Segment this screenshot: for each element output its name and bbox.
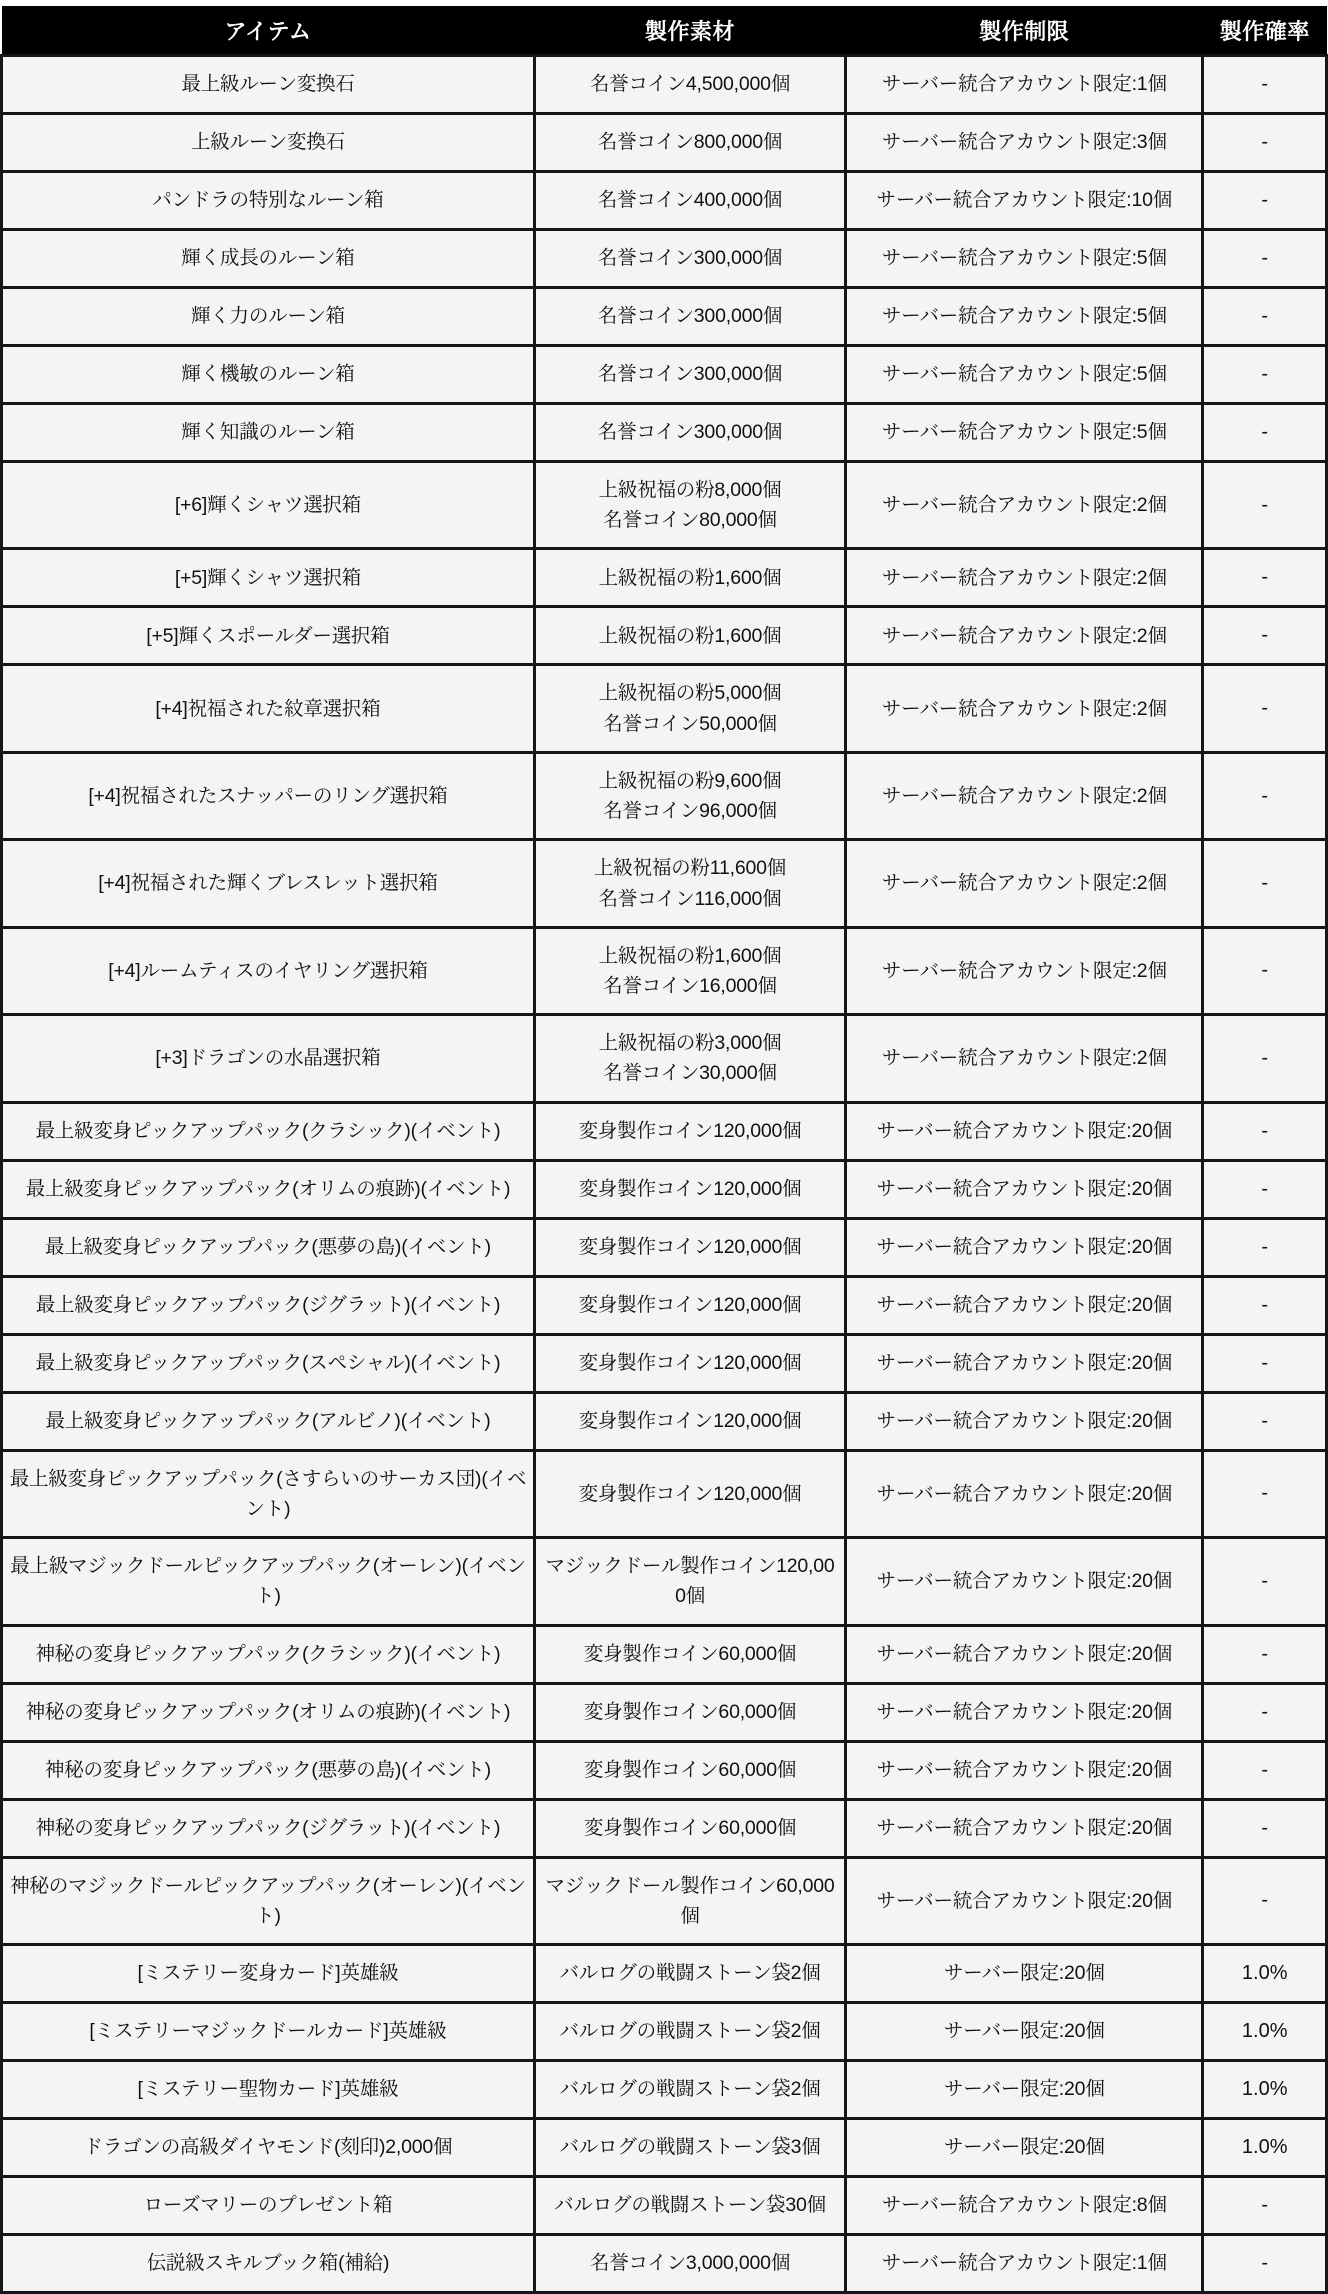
material-line: マジックドール製作コイン120,000個 — [545, 1555, 835, 1608]
cell-craft-rate: - — [1203, 404, 1327, 462]
cell-craft-limit: サーバー統合アカウント限定:20個 — [846, 1102, 1203, 1160]
cell-material — [534, 56, 845, 114]
cell-item-name: [+6]輝くシャツ選択箱 — [2, 462, 535, 549]
cell-material — [534, 2002, 845, 2060]
cell-material — [534, 1538, 845, 1625]
cell-material — [534, 288, 845, 346]
table-header — [2, 6, 1327, 56]
cell-item-name: [ミステリーマジックドールカード]英雄級 — [2, 2002, 535, 2060]
material-line: 名誉コイン800,000個 — [597, 131, 783, 154]
cell-item-name: 輝く力のルーン箱 — [2, 288, 535, 346]
cell-craft-limit: サーバー限定:20個 — [846, 2002, 1203, 2060]
cell-item-name: [+5]輝くスポールダー選択箱 — [2, 607, 535, 665]
cell-craft-rate: - — [1203, 1683, 1327, 1741]
table-row — [2, 840, 1327, 927]
table-row — [2, 1538, 1327, 1625]
cell-craft-limit: サーバー限定:20個 — [846, 2060, 1203, 2118]
cell-craft-rate: 1.0% — [1203, 2118, 1327, 2176]
cell-craft-rate: - — [1203, 1450, 1327, 1537]
material-line: 変身製作コイン120,000個 — [578, 1236, 802, 1259]
table-row — [2, 172, 1327, 230]
cell-item-name: 輝く知識のルーン箱 — [2, 404, 535, 462]
material-line: 変身製作コイン60,000個 — [583, 1816, 797, 1839]
table-body — [2, 56, 1327, 2293]
cell-craft-rate: - — [1203, 607, 1327, 665]
cell-craft-rate: - — [1203, 230, 1327, 288]
cell-item-name: 最上級変身ピックアップパック(悪夢の島)(イベント) — [2, 1218, 535, 1276]
cell-craft-limit: サーバー統合アカウント限定:3個 — [846, 114, 1203, 172]
cell-craft-limit: サーバー統合アカウント限定:2個 — [846, 549, 1203, 607]
column-header-limit: 製作制限 — [846, 6, 1203, 56]
material-line: 変身製作コイン120,000個 — [578, 1352, 802, 1375]
cell-item-name: [+4]ルームティスのイヤリング選択箱 — [2, 927, 535, 1014]
cell-craft-rate: - — [1203, 1334, 1327, 1392]
table-row — [2, 288, 1327, 346]
cell-material — [534, 172, 845, 230]
material-line: 上級祝福の粉9,600個 — [598, 769, 782, 792]
cell-item-name: 最上級変身ピックアップパック(クラシック)(イベント) — [2, 1102, 535, 1160]
crafting-table — [0, 6, 1328, 2294]
cell-item-name: 神秘のマジックドールピックアップパック(オーレン)(イベント) — [2, 1857, 535, 1944]
table-row — [2, 1160, 1327, 1218]
material-line: 上級祝福の粉8,000個 — [598, 479, 782, 501]
cell-craft-rate: - — [1203, 1160, 1327, 1218]
cell-craft-limit: サーバー統合アカウント限定:2個 — [846, 927, 1203, 1014]
cell-material — [534, 607, 845, 665]
cell-craft-rate: - — [1203, 927, 1327, 1014]
column-header-material: 製作素材 — [534, 6, 845, 56]
header-row — [2, 6, 1327, 56]
cell-craft-rate: - — [1203, 1276, 1327, 1334]
cell-item-name: 最上級変身ピックアップパック(さすらいのサーカス団)(イベント) — [2, 1450, 535, 1537]
cell-craft-limit: サーバー限定:20個 — [846, 1944, 1203, 2002]
table-row — [2, 927, 1327, 1014]
cell-item-name: ドラゴンの高級ダイヤモンド(刻印)2,000個 — [2, 2118, 535, 2176]
cell-item-name: [+4]祝福されたスナッパーのリング選択箱 — [2, 752, 535, 839]
material-line: 名誉コイン80,000個 — [603, 509, 777, 532]
material-line: 上級祝福の粉1,600個 — [598, 624, 782, 647]
cell-item-name: 最上級変身ピックアップパック(ジグラット)(イベント) — [2, 1276, 535, 1334]
cell-craft-limit: サーバー統合アカウント限定:5個 — [846, 288, 1203, 346]
cell-craft-limit: サーバー統合アカウント限定:20個 — [846, 1160, 1203, 1218]
cell-craft-rate: 1.0% — [1203, 2060, 1327, 2118]
table-row — [2, 346, 1327, 404]
cell-item-name: 最上級変身ピックアップパック(アルビノ)(イベント) — [2, 1392, 535, 1450]
table-row — [2, 752, 1327, 839]
cell-craft-limit: サーバー統合アカウント限定:20個 — [846, 1392, 1203, 1450]
cell-craft-rate: - — [1203, 1857, 1327, 1944]
cell-material — [534, 549, 845, 607]
cell-material — [534, 114, 845, 172]
cell-item-name: 最上級変身ピックアップパック(スペシャル)(イベント) — [2, 1334, 535, 1392]
material-line: 名誉コイン116,000個 — [598, 887, 782, 910]
cell-craft-rate: - — [1203, 288, 1327, 346]
table-row — [2, 607, 1327, 665]
cell-craft-rate: - — [1203, 346, 1327, 404]
table-row — [2, 1334, 1327, 1392]
cell-material — [534, 1944, 845, 2002]
cell-item-name: ローズマリーのプレゼント箱 — [2, 2176, 535, 2234]
material-line: 上級祝福の粉1,600個 — [598, 566, 782, 589]
cell-material — [534, 1625, 845, 1683]
cell-item-name: [+3]ドラゴンの水晶選択箱 — [2, 1015, 535, 1102]
table-row — [2, 1857, 1327, 1944]
cell-craft-rate: - — [1203, 665, 1327, 752]
material-line: バルログの戦闘ストーン袋2個 — [559, 2078, 821, 2101]
cell-craft-limit: サーバー統合アカウント限定:2個 — [846, 752, 1203, 839]
cell-item-name: [+5]輝くシャツ選択箱 — [2, 549, 535, 607]
cell-material — [534, 1015, 845, 1102]
cell-material — [534, 462, 845, 549]
material-line: 名誉コイン3,000,000個 — [589, 2252, 791, 2275]
cell-material — [534, 752, 845, 839]
table-row — [2, 1944, 1327, 2002]
table-row — [2, 1450, 1327, 1537]
cell-craft-limit: サーバー統合アカウント限定:20個 — [846, 1450, 1203, 1537]
table-row — [2, 56, 1327, 114]
cell-item-name: [+4]祝福された輝くブレスレット選択箱 — [2, 840, 535, 927]
cell-craft-limit: サーバー統合アカウント限定:20個 — [846, 1857, 1203, 1944]
cell-material — [534, 665, 845, 752]
cell-craft-limit: サーバー統合アカウント限定:20個 — [846, 1799, 1203, 1857]
table-row — [2, 2002, 1327, 2060]
table-row — [2, 1741, 1327, 1799]
table-row — [2, 404, 1327, 462]
cell-craft-rate: 1.0% — [1203, 2002, 1327, 2060]
material-line: 変身製作コイン120,000個 — [578, 1410, 802, 1433]
cell-craft-limit: サーバー統合アカウント限定:5個 — [846, 404, 1203, 462]
cell-craft-limit: サーバー統合アカウント限定:5個 — [846, 230, 1203, 288]
material-line: 変身製作コイン60,000個 — [583, 1700, 797, 1723]
cell-item-name: 最上級変身ピックアップパック(オリムの痕跡)(イベント) — [2, 1160, 535, 1218]
cell-craft-rate: - — [1203, 1538, 1327, 1625]
cell-material — [534, 1857, 845, 1944]
material-line: バルログの戦闘ストーン袋2個 — [559, 1962, 821, 1985]
material-line: 名誉コイン400,000個 — [597, 189, 783, 212]
cell-craft-rate: - — [1203, 1218, 1327, 1276]
material-line: 変身製作コイン60,000個 — [583, 1758, 797, 1781]
material-line: 変身製作コイン120,000個 — [578, 1294, 802, 1317]
material-line: 名誉コイン16,000個 — [603, 974, 777, 997]
table-row — [2, 2176, 1327, 2234]
column-header-rate: 製作確率 — [1203, 6, 1327, 56]
cell-item-name: 最上級マジックドールピックアップパック(オーレン)(イベント) — [2, 1538, 535, 1625]
material-line: バルログの戦闘ストーン袋2個 — [559, 2020, 821, 2043]
cell-craft-rate: - — [1203, 1625, 1327, 1683]
cell-item-name: [+4]祝福された紋章選択箱 — [2, 665, 535, 752]
cell-material — [534, 840, 845, 927]
cell-item-name: 神秘の変身ピックアップパック(ジグラット)(イベント) — [2, 1799, 535, 1857]
cell-craft-rate: 1.0% — [1203, 1944, 1327, 2002]
table-row — [2, 2118, 1327, 2176]
material-line: 変身製作コイン120,000個 — [578, 1120, 802, 1143]
cell-material — [534, 2176, 845, 2234]
cell-craft-limit: サーバー統合アカウント限定:2個 — [846, 607, 1203, 665]
cell-item-name: 上級ルーン変換石 — [2, 114, 535, 172]
cell-item-name: [ミステリー変身カード]英雄級 — [2, 1944, 535, 2002]
table-row — [2, 1218, 1327, 1276]
cell-item-name: 輝く成長のルーン箱 — [2, 230, 535, 288]
cell-material — [534, 346, 845, 404]
cell-material — [534, 2234, 845, 2292]
material-line: 変身製作コイン60,000個 — [583, 1642, 797, 1665]
table-row — [2, 1625, 1327, 1683]
cell-craft-limit: サーバー統合アカウント限定:1個 — [846, 56, 1203, 114]
table-row — [2, 665, 1327, 752]
cell-item-name: 神秘の変身ピックアップパック(クラシック)(イベント) — [2, 1625, 535, 1683]
cell-craft-rate: - — [1203, 56, 1327, 114]
cell-item-name: 最上級ルーン変換石 — [2, 56, 535, 114]
table-row — [2, 1276, 1327, 1334]
cell-material — [534, 1683, 845, 1741]
table-row — [2, 230, 1327, 288]
cell-craft-rate: - — [1203, 462, 1327, 549]
cell-craft-limit: サーバー統合アカウント限定:2個 — [846, 1015, 1203, 1102]
material-line: 変身製作コイン120,000個 — [578, 1178, 802, 1201]
cell-item-name: [ミステリー聖物カード]英雄級 — [2, 2060, 535, 2118]
table-row — [2, 1102, 1327, 1160]
cell-craft-limit: サーバー統合アカウント限定:20個 — [846, 1741, 1203, 1799]
cell-material — [534, 1218, 845, 1276]
cell-item-name: 神秘の変身ピックアップパック(悪夢の島)(イベント) — [2, 1741, 535, 1799]
cell-material — [534, 2118, 845, 2176]
cell-craft-limit: サーバー統合アカウント限定:20個 — [846, 1625, 1203, 1683]
cell-craft-limit: サーバー限定:20個 — [846, 2118, 1203, 2176]
material-line: 名誉コイン4,500,000個 — [589, 73, 791, 96]
material-line: バルログの戦闘ストーン袋30個 — [554, 2194, 826, 2217]
cell-material — [534, 230, 845, 288]
table-row — [2, 114, 1327, 172]
material-line: 上級祝福の粉3,000個 — [598, 1032, 782, 1055]
table-row — [2, 2060, 1327, 2118]
material-line: マジックドール製作コイン60,000個 — [545, 1874, 835, 1927]
cell-craft-limit: サーバー統合アカウント限定:1個 — [846, 2234, 1203, 2292]
cell-craft-rate: - — [1203, 1102, 1327, 1160]
cell-craft-rate: - — [1203, 2234, 1327, 2292]
table-row — [2, 1683, 1327, 1741]
material-line: 上級祝福の粉5,000個 — [598, 682, 782, 705]
material-line: 名誉コイン30,000個 — [603, 1062, 777, 1085]
cell-craft-limit: サーバー統合アカウント限定:20個 — [846, 1538, 1203, 1625]
cell-material — [534, 1160, 845, 1218]
cell-craft-limit: サーバー統合アカウント限定:5個 — [846, 346, 1203, 404]
cell-craft-rate: - — [1203, 1799, 1327, 1857]
table-row — [2, 2234, 1327, 2292]
cell-craft-rate: - — [1203, 1015, 1327, 1102]
cell-material — [534, 1741, 845, 1799]
cell-material — [534, 1334, 845, 1392]
cell-craft-rate: - — [1203, 172, 1327, 230]
table-row — [2, 1392, 1327, 1450]
cell-craft-limit: サーバー統合アカウント限定:8個 — [846, 2176, 1203, 2234]
cell-item-name: 神秘の変身ピックアップパック(オリムの痕跡)(イベント) — [2, 1683, 535, 1741]
cell-material — [534, 1392, 845, 1450]
table-row — [2, 549, 1327, 607]
cell-craft-limit: サーバー統合アカウント限定:20個 — [846, 1334, 1203, 1392]
material-line: 変身製作コイン120,000個 — [578, 1482, 802, 1505]
table-row — [2, 462, 1327, 549]
cell-craft-rate: - — [1203, 1392, 1327, 1450]
cell-craft-rate: - — [1203, 549, 1327, 607]
cell-craft-limit: サーバー統合アカウント限定:10個 — [846, 172, 1203, 230]
cell-craft-limit: サーバー統合アカウント限定:2個 — [846, 462, 1203, 549]
material-line: 上級祝福の粉1,600個 — [598, 944, 782, 967]
material-line: 名誉コイン96,000個 — [603, 800, 777, 823]
cell-item-name: 伝説級スキルブック箱(補給) — [2, 2234, 535, 2292]
cell-material — [534, 1276, 845, 1334]
material-line: 名誉コイン300,000個 — [597, 305, 783, 328]
cell-craft-rate: - — [1203, 840, 1327, 927]
cell-craft-rate: - — [1203, 114, 1327, 172]
cell-material — [534, 1450, 845, 1537]
cell-craft-rate: - — [1203, 1741, 1327, 1799]
cell-material — [534, 2060, 845, 2118]
cell-material — [534, 1799, 845, 1857]
cell-craft-limit: サーバー統合アカウント限定:2個 — [846, 665, 1203, 752]
material-line: 名誉コイン300,000個 — [597, 363, 783, 386]
material-line: 名誉コイン300,000個 — [597, 421, 783, 444]
cell-craft-limit: サーバー統合アカウント限定:2個 — [846, 840, 1203, 927]
column-header-item: アイテム — [2, 6, 535, 56]
cell-craft-limit: サーバー統合アカウント限定:20個 — [846, 1276, 1203, 1334]
material-line: 上級祝福の粉11,600個 — [593, 857, 787, 880]
cell-craft-limit: サーバー統合アカウント限定:20個 — [846, 1683, 1203, 1741]
cell-craft-rate: - — [1203, 2176, 1327, 2234]
cell-material — [534, 927, 845, 1014]
cell-material — [534, 1102, 845, 1160]
table-row — [2, 1799, 1327, 1857]
material-line: 名誉コイン50,000個 — [603, 712, 777, 735]
material-line: 名誉コイン300,000個 — [597, 247, 783, 270]
cell-material — [534, 404, 845, 462]
cell-craft-rate: - — [1203, 752, 1327, 839]
material-line: バルログの戦闘ストーン袋3個 — [559, 2136, 821, 2159]
cell-item-name: 輝く機敏のルーン箱 — [2, 346, 535, 404]
cell-craft-limit: サーバー統合アカウント限定:20個 — [846, 1218, 1203, 1276]
cell-item-name: パンドラの特別なルーン箱 — [2, 172, 535, 230]
table-row — [2, 1015, 1327, 1102]
